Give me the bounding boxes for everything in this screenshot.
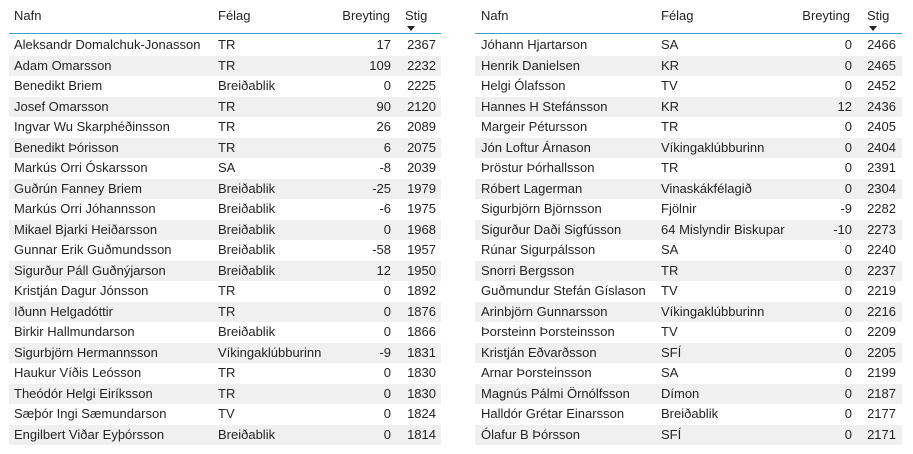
club-cell: TR bbox=[661, 119, 679, 134]
rating-cell: 1876 bbox=[407, 303, 436, 319]
player-name-cell: Rúnar Sigurpálsson bbox=[481, 242, 596, 257]
rating-cell: 2465 bbox=[867, 57, 896, 73]
table-row[interactable] bbox=[475, 97, 902, 118]
club-cell: Breiðablik bbox=[218, 262, 276, 278]
rating-change-cell: 12 bbox=[376, 262, 391, 278]
rating-cell: 2039 bbox=[407, 160, 436, 175]
rating-change-cell: 0 bbox=[844, 426, 852, 442]
rating-cell: 2404 bbox=[867, 139, 896, 155]
player-name-cell: Gunnar Erik Guðmundsson bbox=[14, 242, 172, 257]
club-cell: TV bbox=[218, 406, 235, 421]
table-row[interactable] bbox=[9, 138, 441, 159]
player-name-cell: Engilbert Viðar Eyþórsson bbox=[14, 426, 165, 442]
rating-cell: 1830 bbox=[407, 385, 436, 401]
table-row[interactable] bbox=[475, 261, 902, 282]
club-cell: Breiðablik bbox=[661, 406, 719, 421]
rating-cell: 2075 bbox=[407, 139, 436, 155]
table-row[interactable] bbox=[9, 322, 441, 343]
rating-cell: 2205 bbox=[867, 344, 896, 360]
club-cell: SA bbox=[661, 242, 679, 257]
table-row[interactable] bbox=[9, 343, 441, 364]
player-name-cell: Ingvar Wu Skarphéðinsson bbox=[14, 119, 170, 134]
rating-change-cell: 0 bbox=[844, 37, 852, 52]
club-cell: Fjölnir bbox=[661, 201, 697, 216]
rating-cell: 2367 bbox=[407, 37, 436, 52]
table-row[interactable] bbox=[9, 240, 441, 261]
rating-change-cell: 0 bbox=[844, 262, 852, 278]
table-row[interactable] bbox=[475, 240, 902, 261]
column-header-club[interactable]: Félag bbox=[218, 8, 251, 23]
club-cell: SA bbox=[218, 160, 236, 175]
rating-change-cell: 0 bbox=[844, 242, 852, 257]
player-name-cell: Henrik Danielsen bbox=[481, 57, 580, 73]
club-cell: TR bbox=[661, 160, 679, 175]
table-row[interactable] bbox=[475, 384, 902, 405]
rating-cell: 2391 bbox=[867, 160, 896, 175]
player-name-cell: Kristján Dagur Jónsson bbox=[14, 283, 149, 298]
player-name-cell: Guðrún Fanney Briem bbox=[14, 180, 142, 196]
rating-change-cell: 90 bbox=[376, 98, 391, 114]
club-cell: SA bbox=[661, 365, 679, 380]
table-body bbox=[475, 34, 902, 445]
sort-descending-icon[interactable] bbox=[869, 26, 877, 31]
table-row[interactable] bbox=[9, 302, 441, 323]
rating-cell: 2436 bbox=[867, 98, 896, 114]
player-name-cell: Arnar Þorsteinsson bbox=[481, 365, 592, 380]
table-row[interactable] bbox=[475, 199, 902, 220]
sort-descending-icon[interactable] bbox=[407, 26, 415, 31]
table-row[interactable] bbox=[475, 425, 902, 446]
table-body bbox=[9, 34, 441, 445]
rating-cell: 1968 bbox=[407, 221, 436, 237]
club-cell: TR bbox=[218, 139, 236, 155]
rating-cell: 2171 bbox=[867, 426, 896, 442]
player-name-cell: Sigurbjörn Björnsson bbox=[481, 201, 602, 216]
rating-cell: 1824 bbox=[407, 406, 436, 421]
player-name-cell: Magnús Pálmi Örnólfsson bbox=[481, 385, 630, 401]
rating-cell: 2452 bbox=[867, 78, 896, 93]
rating-change-cell: 0 bbox=[844, 119, 852, 134]
club-cell: TR bbox=[218, 303, 236, 319]
player-name-cell: Þröstur Þórhallsson bbox=[481, 160, 595, 175]
rating-cell: 2209 bbox=[867, 324, 896, 339]
table-row[interactable] bbox=[9, 97, 441, 118]
club-cell: KR bbox=[661, 98, 680, 114]
player-name-cell: Jón Loftur Árnason bbox=[481, 139, 591, 155]
table-row[interactable] bbox=[9, 56, 441, 77]
club-cell: TV bbox=[661, 78, 678, 93]
club-cell: Breiðablik bbox=[218, 180, 276, 196]
rating-cell: 1830 bbox=[407, 365, 436, 380]
rating-change-cell: -8 bbox=[379, 160, 391, 175]
player-name-cell: Margeir Pétursson bbox=[481, 119, 588, 134]
table-row[interactable] bbox=[475, 220, 902, 241]
player-name-cell: Sigurbjörn Hermannsson bbox=[14, 344, 158, 360]
rating-change-cell: 26 bbox=[376, 119, 391, 134]
rating-change-cell: -25 bbox=[372, 180, 391, 196]
column-header-rating[interactable]: Stig bbox=[867, 8, 890, 23]
player-name-cell: Adam Omarsson bbox=[14, 57, 112, 73]
club-cell: Vinaskákfélagið bbox=[661, 180, 752, 196]
rating-change-cell: 0 bbox=[844, 180, 852, 196]
rating-change-cell: 0 bbox=[383, 426, 391, 442]
rating-change-cell: 0 bbox=[383, 385, 391, 401]
rating-cell: 2237 bbox=[867, 262, 896, 278]
rating-cell: 2240 bbox=[867, 242, 896, 257]
rating-cell: 2177 bbox=[867, 406, 896, 421]
club-cell: Breiðablik bbox=[218, 201, 276, 216]
rating-change-cell: 0 bbox=[844, 344, 852, 360]
player-name-cell: Jóhann Hjartarson bbox=[481, 37, 588, 52]
table-row[interactable] bbox=[475, 117, 902, 138]
rating-change-cell: 0 bbox=[844, 139, 852, 155]
club-cell: TR bbox=[661, 262, 679, 278]
club-cell: 64 Mislyndir Biskupar bbox=[661, 221, 785, 237]
table-row[interactable] bbox=[9, 261, 441, 282]
club-cell: SA bbox=[661, 37, 679, 52]
rating-cell: 2466 bbox=[867, 37, 896, 52]
player-name-cell: Guðmundur Stefán Gíslason bbox=[481, 283, 646, 298]
player-name-cell: Kristján Eðvarðsson bbox=[481, 344, 597, 360]
table-row[interactable] bbox=[475, 56, 902, 77]
table-row[interactable] bbox=[475, 138, 902, 159]
table-row[interactable] bbox=[475, 35, 902, 56]
table-row[interactable] bbox=[9, 281, 441, 302]
club-cell: SFÍ bbox=[661, 344, 682, 360]
rating-change-cell: 6 bbox=[383, 139, 391, 155]
rating-change-cell: 0 bbox=[844, 78, 852, 93]
club-cell: TV bbox=[661, 324, 678, 339]
column-header-change[interactable]: Breyting bbox=[802, 8, 850, 23]
club-cell: Víkingaklúbburinn bbox=[661, 139, 765, 155]
rating-cell: 1892 bbox=[407, 283, 436, 298]
column-header-name[interactable]: Nafn bbox=[14, 8, 42, 23]
rating-change-cell: -9 bbox=[840, 201, 852, 216]
rating-cell: 2304 bbox=[867, 180, 896, 196]
player-name-cell: Hannes H Stefánsson bbox=[481, 98, 608, 114]
player-name-cell: Benedikt Briem bbox=[14, 78, 103, 93]
rating-change-cell: 0 bbox=[383, 324, 391, 339]
table-row[interactable] bbox=[475, 302, 902, 323]
club-cell: SFÍ bbox=[661, 426, 682, 442]
rating-change-cell: -10 bbox=[833, 221, 852, 237]
table-row[interactable] bbox=[9, 117, 441, 138]
table-row[interactable] bbox=[9, 199, 441, 220]
rating-cell: 1814 bbox=[407, 426, 436, 442]
player-name-cell: Þorsteinn Þorsteinsson bbox=[481, 324, 615, 339]
club-cell: TR bbox=[218, 283, 236, 298]
rating-change-cell: 109 bbox=[369, 57, 391, 73]
club-cell: Dímon bbox=[661, 385, 700, 401]
player-name-cell: Róbert Lagerman bbox=[481, 180, 583, 196]
player-name-cell: Sigurður Daði Sigfússon bbox=[481, 221, 622, 237]
rating-cell: 2219 bbox=[867, 283, 896, 298]
player-name-cell: Aleksandr Domalchuk-Jonasson bbox=[14, 37, 201, 52]
youth-rating-table bbox=[9, 0, 441, 445]
rating-change-cell: -6 bbox=[379, 201, 391, 216]
rating-change-cell: 0 bbox=[844, 57, 852, 73]
rating-change-cell: 0 bbox=[844, 160, 852, 175]
rating-change-cell: -58 bbox=[372, 242, 391, 257]
player-name-cell: Theódór Helgi Eiríksson bbox=[14, 385, 153, 401]
player-name-cell: Ólafur B Þórsson bbox=[481, 426, 580, 442]
column-header-rating[interactable]: Stig bbox=[405, 8, 428, 23]
table-header bbox=[9, 0, 441, 34]
club-cell: TR bbox=[218, 57, 236, 73]
rating-cell: 2120 bbox=[407, 98, 436, 114]
table-row[interactable] bbox=[9, 384, 441, 405]
rating-change-cell: 17 bbox=[376, 37, 391, 52]
rating-change-cell: 12 bbox=[837, 98, 852, 114]
rating-cell: 1866 bbox=[407, 324, 436, 339]
rating-cell: 2225 bbox=[407, 78, 436, 93]
rating-change-cell: 0 bbox=[844, 283, 852, 298]
table-row[interactable] bbox=[475, 158, 902, 179]
rating-cell: 2232 bbox=[407, 57, 436, 73]
rating-change-cell: 0 bbox=[844, 303, 852, 319]
club-cell: TR bbox=[218, 119, 236, 134]
player-name-cell: Markús Orri Óskarsson bbox=[14, 160, 148, 175]
club-cell: TR bbox=[218, 385, 236, 401]
player-name-cell: Iðunn Helgadóttir bbox=[14, 303, 114, 319]
table-row[interactable] bbox=[475, 76, 902, 97]
player-name-cell: Helgi Ólafsson bbox=[481, 78, 566, 93]
player-name-cell: Birkir Hallmundarson bbox=[14, 324, 135, 339]
club-cell: Víkingaklúbburinn bbox=[218, 344, 322, 360]
club-cell: TR bbox=[218, 37, 236, 52]
table-row[interactable] bbox=[9, 404, 441, 425]
rating-change-cell: 0 bbox=[844, 406, 852, 421]
rating-cell: 2199 bbox=[867, 365, 896, 380]
club-cell: KR bbox=[661, 57, 680, 73]
table-row[interactable] bbox=[475, 179, 902, 200]
rating-cell: 1975 bbox=[407, 201, 436, 216]
rating-change-cell: 0 bbox=[844, 385, 852, 401]
club-cell: TR bbox=[218, 365, 236, 380]
table-row[interactable] bbox=[9, 425, 441, 446]
rating-cell: 1957 bbox=[407, 242, 436, 257]
rating-change-cell: 0 bbox=[383, 283, 391, 298]
table-row[interactable] bbox=[9, 363, 441, 384]
table-row[interactable] bbox=[475, 281, 902, 302]
player-name-cell: Sæþór Ingi Sæmundarson bbox=[14, 406, 167, 421]
table-row[interactable] bbox=[475, 322, 902, 343]
table-header bbox=[475, 0, 902, 34]
rating-change-cell: 0 bbox=[383, 221, 391, 237]
player-name-cell: Sigurður Páll Guðnýjarson bbox=[14, 262, 166, 278]
club-cell: Breiðablik bbox=[218, 242, 276, 257]
rating-cell: 2273 bbox=[867, 221, 896, 237]
club-cell: Breiðablik bbox=[218, 221, 276, 237]
club-cell: Breiðablik bbox=[218, 426, 276, 442]
rating-cell: 1950 bbox=[407, 262, 436, 278]
player-name-cell: Halldór Grétar Einarsson bbox=[481, 406, 625, 421]
player-name-cell: Mikael Bjarki Heiðarsson bbox=[14, 221, 158, 237]
rating-cell: 1979 bbox=[407, 180, 436, 196]
rating-change-cell: 0 bbox=[383, 78, 391, 93]
top-rating-table bbox=[475, 0, 902, 445]
rating-cell: 2282 bbox=[867, 201, 896, 216]
table-row[interactable] bbox=[475, 404, 902, 425]
rating-cell: 1831 bbox=[407, 344, 436, 360]
rating-cell: 2187 bbox=[867, 385, 896, 401]
table-row[interactable] bbox=[9, 179, 441, 200]
rating-change-cell: 0 bbox=[383, 303, 391, 319]
player-name-cell: Haukur Víðis Leósson bbox=[14, 365, 142, 380]
club-cell: Víkingaklúbburinn bbox=[661, 303, 765, 319]
rating-change-cell: -9 bbox=[379, 344, 391, 360]
rating-change-cell: 0 bbox=[844, 324, 852, 339]
rating-change-cell: 0 bbox=[383, 365, 391, 380]
table-row[interactable] bbox=[9, 35, 441, 56]
rating-change-cell: 0 bbox=[383, 406, 391, 421]
player-name-cell: Benedikt Þórisson bbox=[14, 139, 119, 155]
table-row[interactable] bbox=[9, 158, 441, 179]
player-name-cell: Arinbjörn Gunnarsson bbox=[481, 303, 608, 319]
club-cell: Breiðablik bbox=[218, 78, 276, 93]
club-cell: TV bbox=[661, 283, 678, 298]
column-header-club[interactable]: Félag bbox=[661, 8, 694, 23]
player-name-cell: Markús Orri Jóhannsson bbox=[14, 201, 156, 216]
club-cell: TR bbox=[218, 98, 236, 114]
rating-cell: 2089 bbox=[407, 119, 436, 134]
table-row[interactable] bbox=[475, 343, 902, 364]
table-row[interactable] bbox=[475, 363, 902, 384]
rating-cell: 2405 bbox=[867, 119, 896, 134]
rating-cell: 2216 bbox=[867, 303, 896, 319]
player-name-cell: Snorri Bergsson bbox=[481, 262, 575, 278]
column-header-change[interactable]: Breyting bbox=[342, 8, 390, 23]
player-name-cell: Josef Omarsson bbox=[14, 98, 109, 114]
rating-change-cell: 0 bbox=[844, 365, 852, 380]
table-row[interactable] bbox=[9, 220, 441, 241]
column-header-name[interactable]: Nafn bbox=[481, 8, 509, 23]
club-cell: Breiðablik bbox=[218, 324, 276, 339]
table-row[interactable] bbox=[9, 76, 441, 97]
